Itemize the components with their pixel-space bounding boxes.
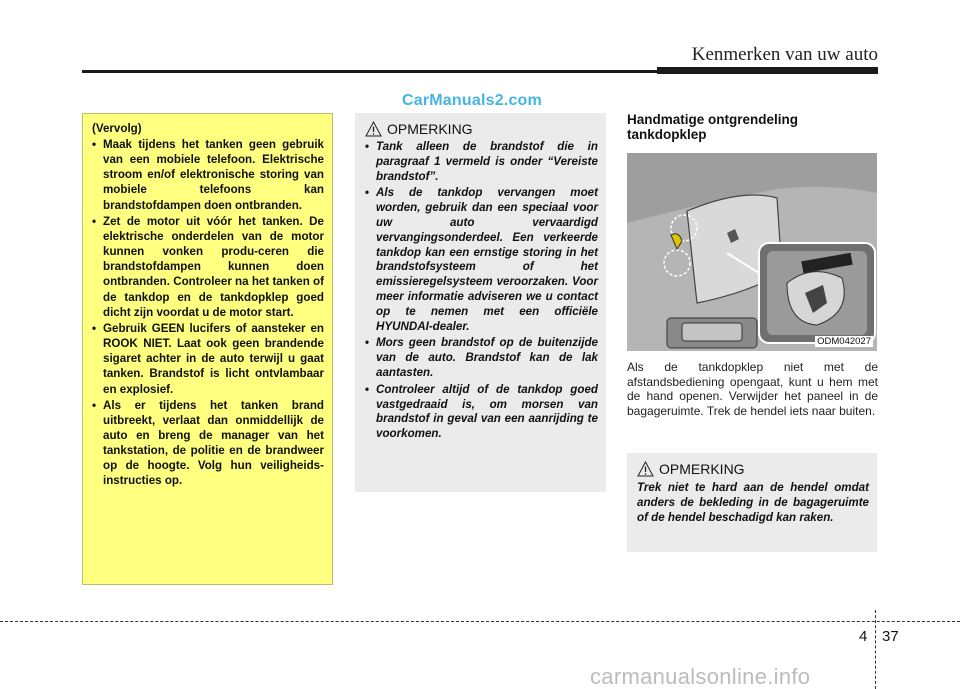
note-list — [365, 140, 598, 442]
note-box-center — [355, 113, 606, 492]
page-header-title: Kenmerken van uw auto — [691, 44, 878, 65]
fuel-door-figure — [627, 153, 877, 351]
warning-continued-label: (Vervolg) — [92, 122, 142, 135]
note-header — [637, 461, 869, 477]
note-title: OPMERKING — [659, 461, 745, 477]
note-item: • Als de tankdop vervangen moet worden, gebruik dan een speciaal voor uw auto vervaardigd vervangingsonderdeel. Een verkeerde tankdop kan een ernstige storing in het brandstofsysteem of het emissieregelsysteem veroorzaken. Voor meer informatie adviseren we u contact op te nemen met een officiële HYUNDAI-dealer. — [365, 186, 598, 333]
note-box-right — [627, 453, 877, 552]
footer-vertical-divider — [875, 610, 876, 689]
note-header — [365, 121, 598, 137]
warning-triangle-icon — [637, 461, 654, 477]
header-rule-thick — [657, 67, 878, 74]
note-body: Trek niet te hard aan de hendel omdat anders de bekleding in de bagageruimte of de hendel beschadigd kan raken. — [637, 481, 869, 524]
warning-list — [92, 137, 324, 489]
figure-code-label: ODM042027 — [817, 336, 871, 347]
warning-triangle-icon — [365, 121, 382, 137]
chapter-number: 4 — [859, 628, 868, 645]
note-item: • Mors geen brandstof op de buitenzijde van de auto. Brandstof kan de lak aantasten. — [365, 336, 598, 379]
note-item: • Tank alleen de brandstof die in paragraaf 1 vermeld is onder “Vereiste brandstof”. — [365, 140, 598, 183]
section-paragraph: Als de tankdopklep niet met de afstandsbediening opengaat, kunt u hem met de hand openen. Verwijder het paneel in de bagageruimte. Trek de hendel iets naar buiten. — [627, 360, 878, 418]
footer-divider — [0, 621, 960, 622]
header-rule — [82, 70, 657, 73]
note-item: • Controleer altijd of de tankdop goed vastgedraaid is, om morsen van brandstof in geval van een aanrijding te voorkomen. — [365, 382, 598, 441]
watermark-bottom: carmanualsonline.info — [590, 664, 811, 689]
page-number: 37 — [882, 628, 899, 645]
warning-item: • Als er tijdens het tanken brand uitbreekt, verlaat dan onmiddellijk de auto en breng de manager van het tankstation, de politie en de brandweer op de hoogte. Volg hun veiligheids-instructies op. — [92, 398, 324, 488]
watermark-link[interactable]: CarManuals2.com — [402, 92, 542, 109]
section-heading: Handmatige ontgrendeling tankdopklep — [627, 112, 799, 142]
warning-item: • Maak tijdens het tanken geen gebruik van een mobiele telefoon. Elektrische stroom en/of elektronische storing van mobiele telefoons kan brandstofdampen doen ontbranden. — [92, 138, 324, 212]
fuel-door-illustration — [627, 153, 877, 351]
warning-item: • Zet de motor uit vóór het tanken. De elektrische onderdelen van de motor kunnen vonken produ-ceren die brandstofdampen kunnen doen ontbranden. Controleer na het tanken of de tankdop en de tankdopklep goed dicht zijn voordat u de motor start. — [92, 214, 324, 319]
note-title: OPMERKING — [387, 121, 473, 137]
warning-item: • Gebruik GEEN lucifers of aansteker en ROOK NIET. Laat ook geen brandende sigaret achter in de auto terwijl u gaat tanken. Brandstof is licht ontvlambaar en explosief. — [92, 321, 324, 396]
warning-box — [82, 113, 333, 585]
